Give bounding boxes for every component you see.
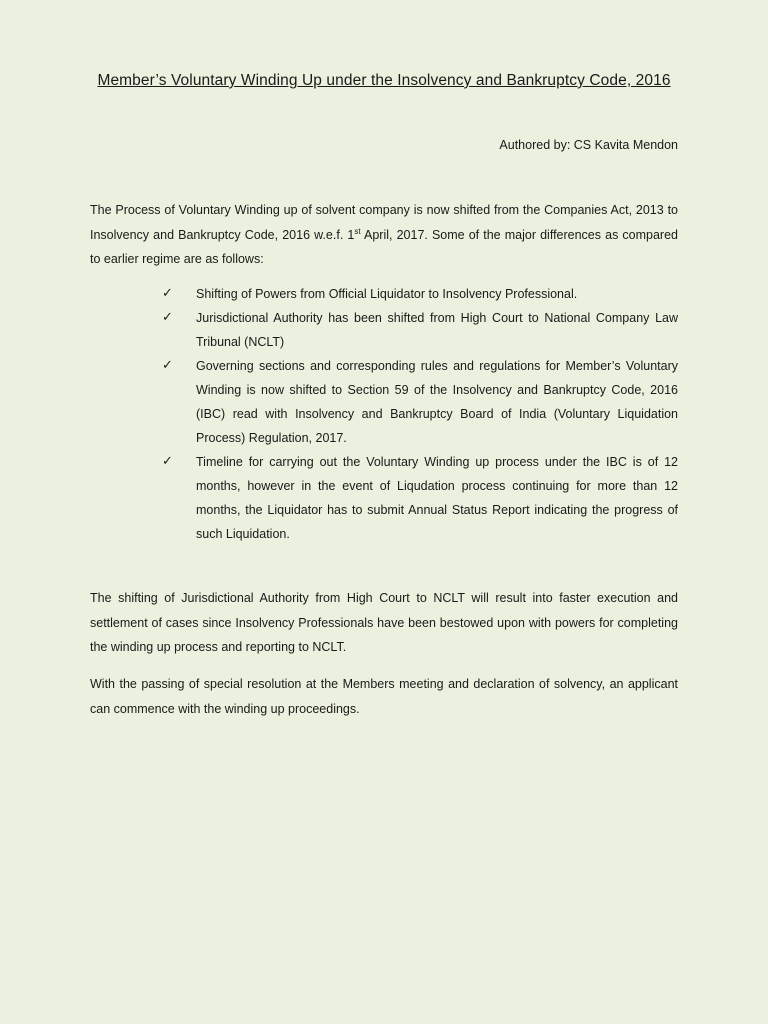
intro-text-start: The Process of Voluntary Winding up of solvent company is now shifted from the Companies Act, 2013 to Insolvency and Bankruptcy Code, 2016 w.e.f. 1 bbox=[90, 203, 678, 242]
document-title: Member’s Voluntary Winding Up under the Insolvency and Bankruptcy Code, 2016 bbox=[97, 72, 671, 89]
list-item bbox=[162, 282, 678, 306]
list-item bbox=[162, 354, 678, 450]
list-item-text: Shifting of Powers from Official Liquidator to Insolvency Professional. bbox=[196, 287, 578, 301]
list-item bbox=[162, 450, 678, 546]
list-item-text: Governing sections and corresponding rules and regulations for Member’s Voluntary Winding is now shifted to Section 59 of the Insolvency and Bankruptcy Code, 2016 (IBC) read with Insolvency and Bankruptcy Board of India (Voluntary Liquidation Process) Regulation, 2017. bbox=[196, 359, 678, 445]
ordinal-suffix: st bbox=[354, 226, 361, 236]
differences-list bbox=[162, 282, 678, 546]
list-item bbox=[162, 306, 678, 354]
checkmark-icon: ✓ bbox=[162, 358, 173, 373]
checkmark-icon: ✓ bbox=[162, 310, 173, 325]
body-paragraph-3: With the passing of special resolution at the Members meeting and declaration of solvency, an applicant can commence with the winding up proceedings. bbox=[90, 677, 678, 716]
intro-text-end: April, 2017. Some of the major differences as compared to earlier regime are as follows: bbox=[90, 227, 678, 266]
list-item-text: Timeline for carrying out the Voluntary Winding up process under the IBC is of 12 months, however in the event of Liqudation process continuing for more than 12 months, the Liquidator has to submit Annual Status Report indicating the progress of such Liquidation. bbox=[196, 455, 678, 541]
author-line: Authored by: CS Kavita Mendon bbox=[499, 138, 678, 152]
body-paragraph-2: The shifting of Jurisdictional Authority from High Court to NCLT will result into faster execution and settlement of cases since Insolvency Professionals have been bestowed upon with powers for completing the winding up process and reporting to NCLT. bbox=[90, 591, 678, 654]
checkmark-icon: ✓ bbox=[162, 454, 173, 469]
list-item-text: Jurisdictional Authority has been shifted from High Court to National Company Law Tribunal (NCLT) bbox=[196, 311, 678, 349]
checkmark-icon: ✓ bbox=[162, 286, 173, 301]
intro-paragraph bbox=[90, 198, 678, 272]
